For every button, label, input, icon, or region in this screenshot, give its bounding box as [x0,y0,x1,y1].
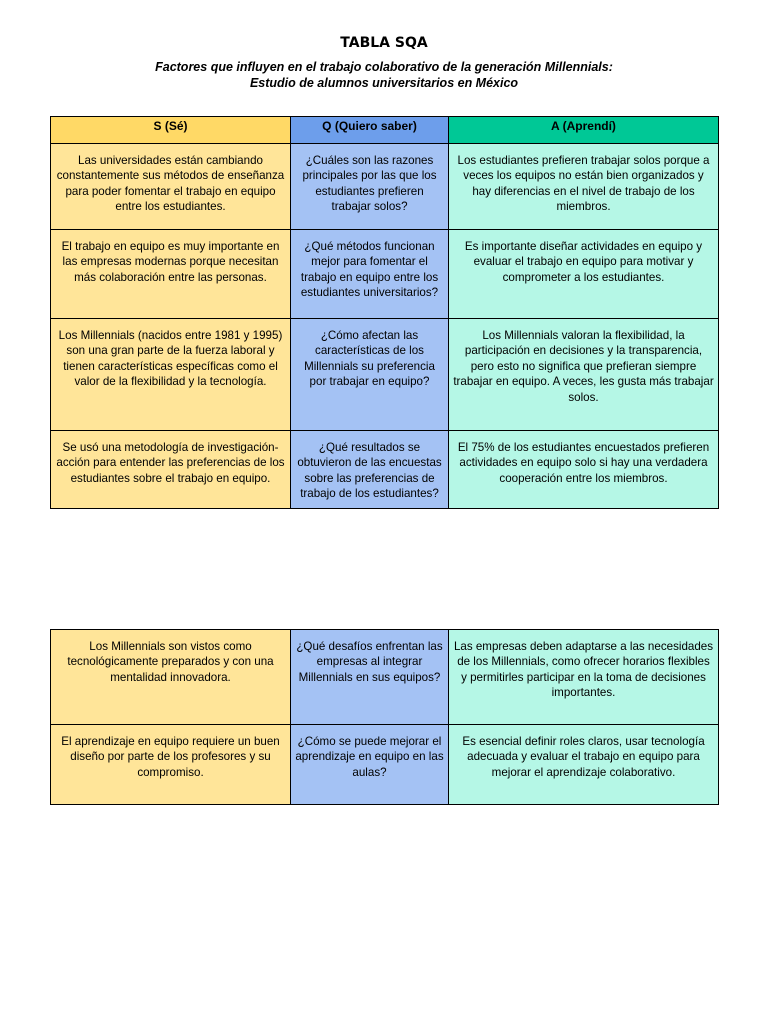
subtitle-line-1: Factores que influyen en el trabajo colaborativo de la generación Millennials: [155,60,613,74]
cell-a: Es esencial definir roles claros, usar tecnología adecuada y evaluar el trabajo en equipo para mejorar el aprendizaje colaborativo. [449,725,719,805]
cell-a: Los Millennials valoran la flexibilidad, la participación en decisiones y la transparencia, pero esto no significa que prefieran siempre trabajar en equipo. A veces, les gusta más trabajar solos. [449,319,719,431]
table-row [51,630,719,725]
table-row [51,230,719,319]
page-title: TABLA SQA [340,35,428,51]
cell-s: Los Millennials son vistos como tecnológicamente preparados y con una mentalidad innovadora. [51,630,291,725]
table-row [51,319,719,431]
cell-s: Se usó una metodología de investigación-acción para entender las preferencias de los estudiantes sobre el trabajo en equipo. [51,431,291,509]
subtitle-line-2: Estudio de alumnos universitarios en México [249,76,519,90]
cell-a: Los estudiantes prefieren trabajar solos porque a veces los equipos no están bien organizados y hay diferencias en el nivel de trabajo de los miembros. [449,144,719,230]
sqa-table-1 [50,116,719,509]
cell-s: El trabajo en equipo es muy importante en las empresas modernas porque necesitan más colaboración entre las personas. [51,230,291,319]
cell-s: Las universidades están cambiando constantemente sus métodos de enseñanza para poder fomentar el trabajo en equipo entre los estudiantes. [51,144,291,230]
sqa-table-2 [50,629,719,805]
cell-q: ¿Qué desafíos enfrentan las empresas al integrar Millennials en sus equipos? [291,630,449,725]
table-row [51,431,719,509]
header-a: A (Aprendí) [449,117,719,144]
header-s: S (Sé) [51,117,291,144]
cell-q: ¿Cómo afectan las características de los Millennials su preferencia por trabajar en equipo? [291,319,449,431]
subtitle [0,59,768,91]
cell-a: Las empresas deben adaptarse a las necesidades de los Millennials, como ofrecer horarios flexibles y permitirles participar en la toma de decisiones importantes. [449,630,719,725]
header-q: Q (Quiero saber) [291,117,449,144]
table-row [51,725,719,805]
cell-a: El 75% de los estudiantes encuestados prefieren actividades en equipo solo si hay una verdadera cooperación entre los miembros. [449,431,719,509]
cell-s: Los Millennials (nacidos entre 1981 y 1995) son una gran parte de la fuerza laboral y tienen características específicas como el valor de la flexibilidad y la tecnología. [51,319,291,431]
cell-q: ¿Qué resultados se obtuvieron de las encuestas sobre las preferencias de trabajo de los estudiantes? [291,431,449,509]
cell-q: ¿Qué métodos funcionan mejor para fomentar el trabajo en equipo entre los estudiantes universitarios? [291,230,449,319]
cell-q: ¿Cómo se puede mejorar el aprendizaje en equipo en las aulas? [291,725,449,805]
cell-a: Es importante diseñar actividades en equipo y evaluar el trabajo en equipo para motivar y comprometer a los estudiantes. [449,230,719,319]
cell-q: ¿Cuáles son las razones principales por las que los estudiantes prefieren trabajar solos? [291,144,449,230]
header-row [51,117,719,144]
cell-s: El aprendizaje en equipo requiere un buen diseño por parte de los profesores y su compromiso. [51,725,291,805]
table-row [51,144,719,230]
